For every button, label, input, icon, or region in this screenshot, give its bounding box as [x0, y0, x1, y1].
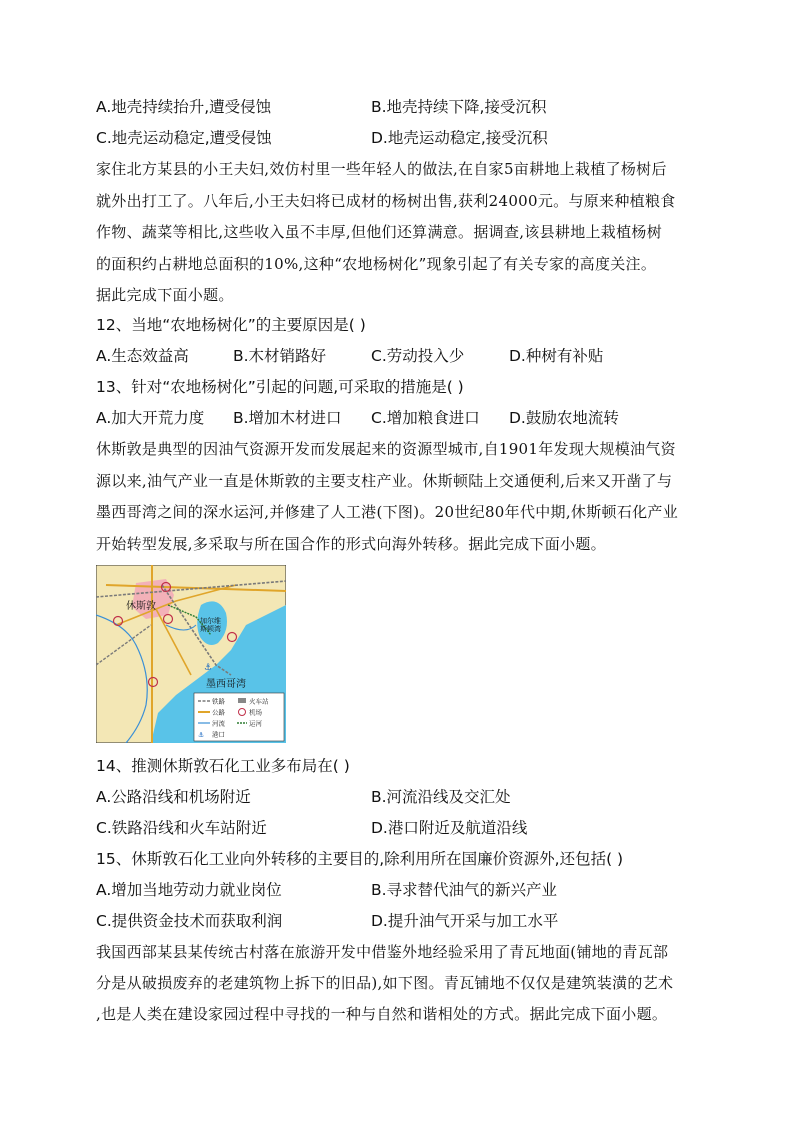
- houston-map: [96, 565, 286, 743]
- svg-text:⚓: ⚓: [204, 663, 213, 673]
- q14-stem: 14、推测休斯敦石化工业多布局在( ): [96, 757, 350, 775]
- q11-option-b[interactable]: B.地壳持续下降,接受沉积: [371, 98, 547, 116]
- q11-option-a[interactable]: A.地壳持续抬升,遭受侵蚀: [96, 98, 272, 116]
- passage1-line-1: 家住北方某县的小王夫妇,效仿村里一些年轻人的做法,在自家5亩耕地上栽植了杨树后: [96, 160, 667, 178]
- legend-station: 火车站: [249, 697, 269, 706]
- q14-option-a[interactable]: A.公路沿线和机场附近: [96, 788, 251, 806]
- q13-option-a[interactable]: A.加大开荒力度: [96, 409, 205, 427]
- q11-option-c[interactable]: C.地壳运动稳定,遭受侵蚀: [96, 129, 272, 147]
- q15-option-d[interactable]: D.提升油气开采与加工水平: [371, 912, 559, 930]
- passage1-line-4: 的面积约占耕地总面积的10%,这种“农地杨树化”现象引起了有关专家的高度关注。: [96, 255, 657, 273]
- passage2-line-4: 开始转型发展,多采取与所在国合作的形式向海外转移。据此完成下面小题。: [96, 535, 606, 553]
- legend-port: 港口: [212, 730, 225, 739]
- q13-stem: 13、针对“农地杨树化”引起的问题,可采取的措施是( ): [96, 378, 464, 396]
- q11-option-d[interactable]: D.地壳运动稳定,接受沉积: [371, 129, 548, 147]
- map-gulf-label: 墨西哥湾: [206, 679, 246, 690]
- q13-option-c[interactable]: C.增加粮食进口: [371, 409, 480, 427]
- map-city-label: 休斯敦: [126, 601, 156, 612]
- map-bay-label-1: 加尔维: [200, 617, 221, 625]
- passage3-line-3: ,也是人类在建设家园过程中寻找的一种与自然和谐相处的方式。据此完成下面小题。: [96, 1005, 668, 1023]
- legend-airport: 机场: [249, 708, 262, 717]
- legend-river: 河流: [212, 719, 225, 728]
- q15-option-b[interactable]: B.寻求替代油气的新兴产业: [371, 881, 558, 899]
- passage2-line-3: 墨西哥湾之间的深水运河,并修建了人工港(下图)。20世纪80年代中期,休斯顿石化产业: [96, 503, 679, 521]
- q13-option-b[interactable]: B.增加木材进口: [233, 409, 342, 427]
- map-bay-label-2: 斯顿湾: [200, 625, 221, 633]
- legend-road: 公路: [212, 708, 225, 717]
- q14-option-c[interactable]: C.铁路沿线和火车站附近: [96, 819, 267, 837]
- q15-stem: 15、休斯敦石化工业向外转移的主要目的,除利用所在国廉价资源外,还包括( ): [96, 850, 624, 868]
- legend-canal: 运河: [249, 719, 262, 728]
- legend-railway: 铁路: [212, 697, 225, 706]
- q14-option-d[interactable]: D.港口附近及航道沿线: [371, 819, 528, 837]
- svg-text:⚓: ⚓: [198, 731, 205, 739]
- passage1-line-2: 就外出打工了。八年后,小王夫妇将已成材的杨树出售,获利24000元。与原来种植粮食: [96, 192, 676, 210]
- passage2-line-2: 源以来,油气产业一直是休斯敦的主要支柱产业。休斯顿陆上交通便利,后来又开凿了与: [96, 472, 673, 490]
- q12-option-c[interactable]: C.劳动投入少: [371, 347, 465, 365]
- q15-option-a[interactable]: A.增加当地劳动力就业岗位: [96, 881, 282, 899]
- q12-option-d[interactable]: D.种树有补贴: [509, 347, 604, 365]
- q12-option-b[interactable]: B.木材销路好: [233, 347, 327, 365]
- passage3-line-1: 我国西部某县某传统古村落在旅游开发中借鉴外地经验采用了青瓦地面(铺地的青瓦部: [96, 943, 669, 961]
- q12-stem: 12、当地“农地杨树化”的主要原因是( ): [96, 316, 366, 334]
- q13-option-d[interactable]: D.鼓励农地流转: [509, 409, 619, 427]
- passage1-line-3: 作物、蔬菜等相比,这些收入虽不丰厚,但他们还算满意。据调查,该县耕地上栽植杨树: [96, 223, 663, 241]
- passage3-line-2: 分是从破损废弃的老建筑物上拆下的旧品),如下图。青瓦铺地不仅仅是建筑装潢的艺术: [96, 974, 674, 992]
- q12-option-a[interactable]: A.生态效益高: [96, 347, 189, 365]
- passage1-line-5: 据此完成下面小题。: [96, 286, 234, 304]
- q14-option-b[interactable]: B.河流沿线及交汇处: [371, 788, 511, 806]
- passage2-line-1: 休斯敦是典型的因油气资源开发而发展起来的资源型城市,自1901年发现大规模油气资: [96, 440, 676, 458]
- q15-option-c[interactable]: C.提供资金技术而获取利润: [96, 912, 283, 930]
